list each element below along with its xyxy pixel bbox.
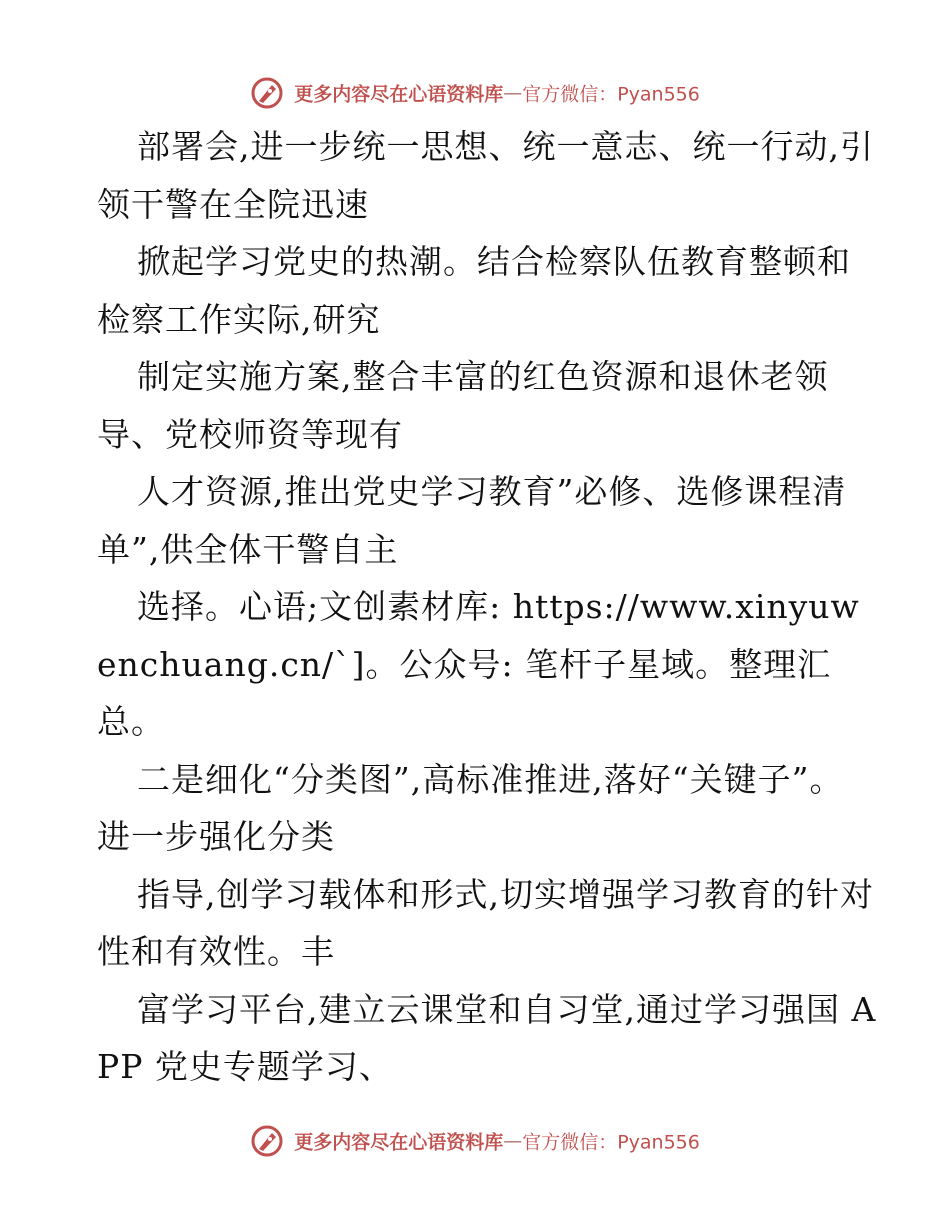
footer-watermark-banner (0, 1124, 950, 1158)
paragraph: 指导,创学习载体和形式,切实增强学习教育的针对性和有效性。丰 (97, 874, 874, 971)
header-watermark-banner (0, 76, 950, 110)
banner-dash: — (503, 82, 523, 104)
paragraph: 选择。心语;文创素材库: https://www.xinyuwenchuang.cn/`]。公众号: 笔杆子星域。整理汇总。 (97, 587, 860, 741)
banner-text: 更多内容尽在心语资料库 (294, 83, 504, 106)
paragraph: 二是细化“分类图”,高标准推进,落好“关键子”。进一步强化分类 (97, 759, 844, 856)
paragraph: 部署会,进一步统一思想、统一意志、统一行动,引领干警在全院迅速 (97, 127, 874, 224)
paragraph: 富学习平台,建立云课堂和自习堂,通过学习强国 APP 党史专题学习、 (97, 989, 877, 1086)
document-body (97, 118, 877, 1096)
banner-wechat: 官方微信：Pyan556 (522, 83, 700, 106)
banner-dash: — (503, 1130, 523, 1152)
banner-text: 更多内容尽在心语资料库 (294, 1131, 504, 1154)
paragraph: 制定实施方案,整合丰富的红色资源和退休老领导、党校师资等现有 (97, 357, 829, 454)
banner-wechat: 官方微信：Pyan556 (522, 1131, 700, 1154)
pen-nib-logo-icon (250, 76, 284, 110)
pen-nib-logo-icon (250, 1124, 284, 1158)
paragraph: 人才资源,推出党史学习教育”必修、选修课程清单”,供全体干警自主 (97, 472, 847, 569)
paragraph: 掀起学习党史的热潮。结合检察队伍教育整顿和检察工作实际,研究 (97, 242, 851, 339)
